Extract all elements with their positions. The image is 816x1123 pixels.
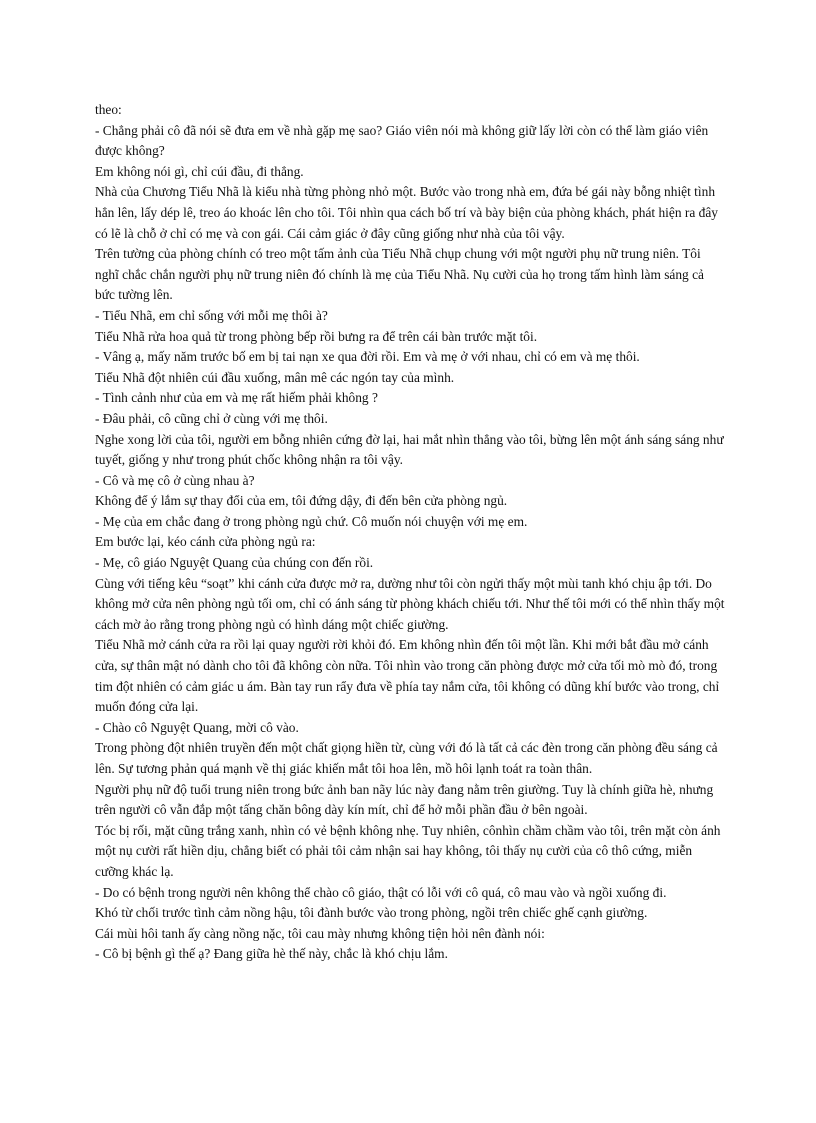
paragraph: Người phụ nữ độ tuổi trung niên trong bức ảnh ban nãy lúc này đang nằm trên giường. Tuy là chính giữa hè, nhưng trên người cô vẫn đắp một tấng chăn bông dày kín mít, chỉ để hở mỗi phần đầu ở bên ngoài. [95,781,714,818]
document-page [95,100,725,965]
paragraph: Cùng với tiếng kêu “soạt” khi cánh cửa được mở ra, dường như tôi còn ngửi thấy một mùi tanh khó chịu ập tới. Do không mở cửa nên phòng ngủ tối om, chỉ có ánh sáng từ phòng khách chiếu tới. Như thế tôi mới có thể nhìn thấy một cách mờ ảo rằng trong phòng ngủ có hình dáng một chiếc giường. [95,575,725,632]
paragraph: Em không nói gì, chỉ cúi đầu, đi thẳng. [95,163,304,179]
paragraph: Trên tường của phòng chính có treo một tấm ảnh của Tiểu Nhã chụp chung với một người phụ nữ trung niên. Tôi nghĩ chắc chắn người phụ nữ trung niên đó chính là mẹ của Tiểu Nhã. Nụ cười của họ trong tấm hình làm sáng cả bức tường lên. [95,246,704,303]
paragraph: theo: [95,102,122,117]
paragraph: - Mẹ, cô giáo Nguyệt Quang của chúng con đến rồi. [95,555,374,571]
paragraph: Tiểu Nhã rửa hoa quả từ trong phòng bếp rồi bưng ra để trên cái bàn trước mặt tôi. [95,328,538,344]
paragraph: - Mẹ của em chắc đang ở trong phòng ngủ chứ. Cô muốn nói chuyện với mẹ em. [95,513,528,529]
paragraph: Không để ý lắm sự thay đổi của em, tôi đứng dậy, đi đến bên cửa phòng ngủ. [95,493,508,509]
paragraph: Em bước lại, kéo cánh cửa phòng ngủ ra: [95,534,316,550]
paragraph: - Tiểu Nhã, em chỉ sống với mỗi mẹ thôi à? [95,307,328,323]
paragraph: - Vâng ạ, mấy năm trước bố em bị tai nạn xe qua đời rồi. Em và mẹ ở với nhau, chỉ có em và mẹ thôi. [95,349,640,365]
paragraph: - Do có bệnh trong người nên không thể chào cô giáo, thật có lỗi với cô quá, cô mau vào và ngồi xuống đi. [95,884,667,900]
paragraph: - Cô và mẹ cô ở cùng nhau à? [95,472,255,488]
paragraph: Tóc bị rối, mặt cũng trắng xanh, nhìn có vẻ bệnh không nhẹ. Tuy nhiên, cônhìn chầm chầm vào tôi, trên mặt còn ánh một nụ cười rất hiền dịu, chẳng biết có phải tôi cảm nhận sai hay không, tôi thấy nụ cười của cô thô cứng, miễn cưỡng khác lạ. [95,822,721,879]
paragraph: Nghe xong lời của tôi, người em bỗng nhiên cứng đờ lại, hai mắt nhìn thẳng vào tôi, bừng lên một ánh sáng sáng như tuyết, giống y như trong phút chốc không nhận ra tôi vậy. [95,431,724,468]
paragraph: Nhà của Chương Tiểu Nhã là kiểu nhà từng phòng nhỏ một. Bước vào trong nhà em, đứa bé gái này bỗng nhiệt tình hẳn lên, lấy dép lê, treo áo khoác lên cho tôi. Tôi nhìn qua cách bố trí và bày biện của phòng khách, phát hiện ra đây có lẽ là chỗ ở chỉ có mẹ và con gái. Cái cảm giác ở đây cũng giống như nhà của tôi vậy. [95,184,718,241]
paragraph: - Chào cô Nguyệt Quang, mời cô vào. [95,719,299,735]
paragraph: Khó từ chối trước tình cảm nồng hậu, tôi đành bước vào trong phòng, ngồi trên chiếc ghế cạnh giường. [95,905,648,921]
paragraph: - Chẳng phải cô đã nói sẽ đưa em về nhà gặp mẹ sao? Giáo viên nói mà không giữ lấy lời còn có thể làm giáo viên được không? [95,122,709,159]
paragraph: - Cô bị bệnh gì thế ạ? Đang giữa hè thế này, chắc là khó chịu lắm. [95,946,448,962]
paragraph: Tiểu Nhã đột nhiên cúi đầu xuống, mân mê các ngón tay của mình. [95,369,455,385]
paragraph: Trong phòng đột nhiên truyền đến một chất giọng hiền từ, cùng với đó là tất cả các đèn trong căn phòng đều sáng cả lên. Sự tương phản quá mạnh về thị giác khiến mắt tôi hoa lên, mồ hôi lạnh toát ra toàn thân. [95,740,718,776]
paragraph: - Tình cảnh như của em và mẹ rất hiếm phải không ? [95,390,378,406]
paragraph: - Đâu phải, cô cũng chỉ ở cùng với mẹ thôi. [95,410,328,426]
paragraph: Cái mùi hôi tanh ấy càng nồng nặc, tôi cau mày nhưng không tiện hỏi nên đành nói: [95,925,545,941]
paragraph: Tiểu Nhã mở cánh cửa ra rồi lại quay người rời khỏi đó. Em không nhìn đến tôi một lần. Khi mới bắt đầu mở cánh cửa, sự thân mật nó dành cho tôi đã không còn nữa. Tôi nhìn vào trong căn phòng được mở cửa tối mò mò đó, trong tim đột nhiên có cảm giác u ám. Bàn tay run rẩy đưa về phía tay nắm cửa, tôi không có dũng khí bước vào trong, chỉ muốn đóng cửa lại. [95,637,720,715]
